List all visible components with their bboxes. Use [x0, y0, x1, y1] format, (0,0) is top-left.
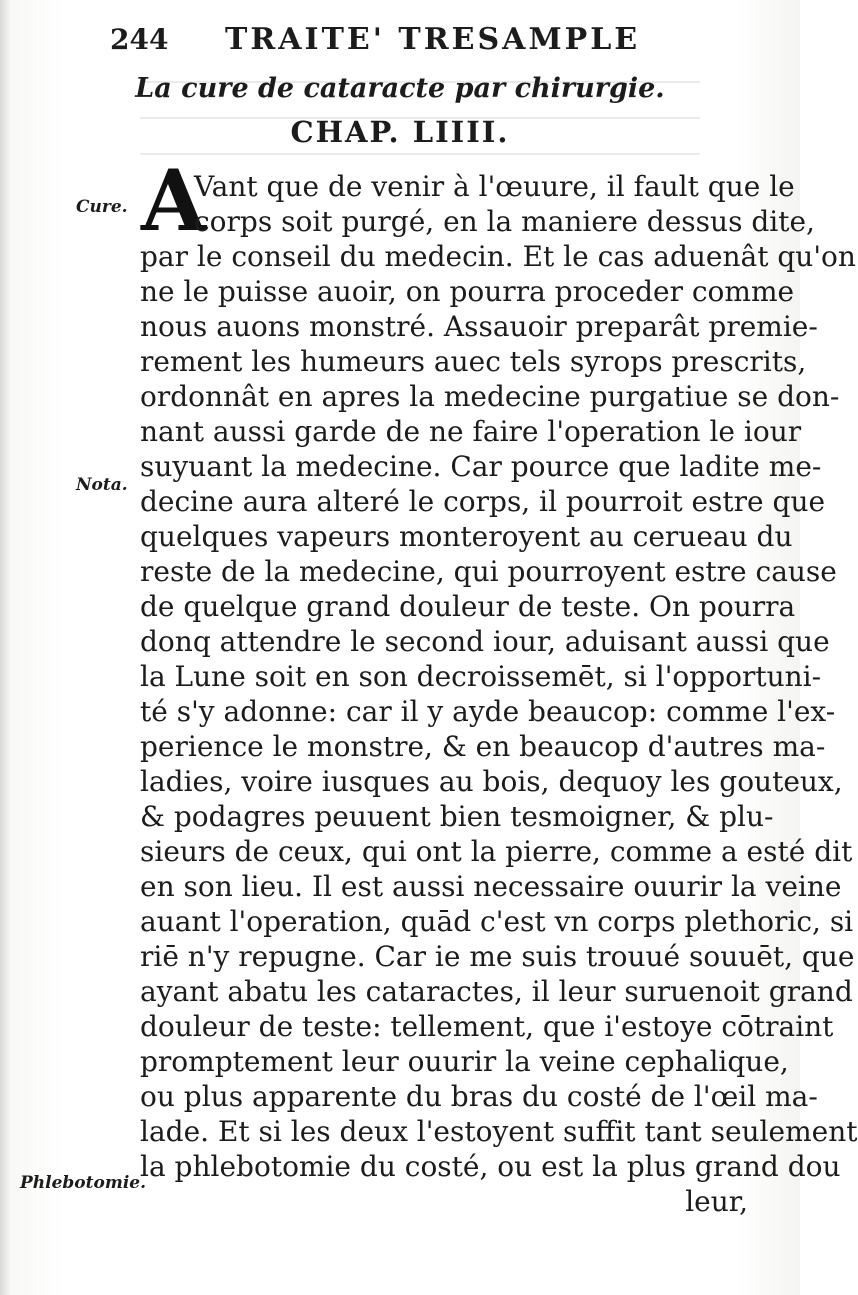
drop-cap: A [141, 151, 207, 250]
text-line-30: leur, [685, 1185, 748, 1218]
margin-note-cure: Cure. [76, 197, 128, 217]
text-line-3: par le conseil du medecin. Et le cas aduenât qu'on [140, 240, 856, 273]
text-line-25: douleur de teste: tellement, que i'estoye cōtraint [140, 1010, 834, 1043]
text-line-12: reste de la medecine, qui pourroyent estre cause [140, 555, 837, 588]
text-line-6: rement les humeurs auec tels syrops prescrits, [140, 345, 807, 378]
running-head [110, 18, 670, 62]
text-line-19: & podagres peuuent bien tesmoigner, & plu- [140, 800, 774, 833]
text-line-23: riē n'y repugne. Car ie me suis trouué souuēt, que [140, 940, 855, 973]
section-subtitle: La cure de cataracte par chirurgie. [135, 73, 665, 104]
text-line-22: auant l'operation, quād c'est vn corps plethoric, si [140, 905, 854, 938]
chapter-heading: CHAP. LIIII. [290, 115, 510, 149]
text-line-28: lade. Et si les deux l'estoyent suffit tant seulement [140, 1115, 858, 1148]
margin-note-phlebotomie: Phlebotomie. [20, 1173, 147, 1193]
text-line-14: donq attendre le second iour, aduisant aussi que [140, 625, 830, 658]
text-line-9: suyuant la medecine. Car pource que ladite me- [140, 450, 822, 483]
text-line-15: la Lune soit en son decroissemēt, si l'opportuni- [140, 660, 822, 693]
text-line-10: decine aura alteré le corps, il pourroit estre que [140, 485, 826, 518]
text-line-18: ladies, voire iusques au bois, dequoy les gouteux, [140, 765, 843, 798]
page-spine-shadow [0, 0, 10, 1295]
margin-note-nota: Nota. [76, 475, 128, 495]
text-line-26: promptement leur ouurir la veine cephalique, [140, 1045, 789, 1078]
running-title: TRAITE' TRESAMPLE [225, 22, 641, 57]
text-line-27: ou plus apparente du bras du costé de l'œil ma- [140, 1080, 818, 1113]
text-line-16: té s'y adonne: car il y ayde beaucop: comme l'ex- [140, 695, 836, 728]
text-line-8: nant aussi garde de ne faire l'operation le iour [140, 415, 802, 448]
text-line-24: ayant abatu les cataractes, il leur suruenoit grand [140, 975, 853, 1008]
text-line-7: ordonnât en apres la medecine purgatiue se don- [140, 380, 840, 413]
text-line-4: ne le puisse auoir, on pourra proceder comme [140, 275, 795, 308]
text-line-13: de quelque grand douleur de teste. On pourra [140, 590, 796, 623]
page-number: 244 [110, 23, 169, 56]
text-line-1: Vant que de venir à l'œuure, il fault que le [194, 170, 795, 203]
text-line-17: perience le monstre, & en beaucop d'autres ma- [140, 730, 826, 763]
text-line-21: en son lieu. Il est aussi necessaire ouurir la veine [140, 870, 842, 903]
text-line-20: sieurs de ceux, qui ont la pierre, comme a esté dit [140, 835, 853, 868]
text-line-2: corps soit purgé, en la maniere dessus dite, [194, 205, 815, 238]
text-line-11: quelques vapeurs monteroyent au cerueau du [140, 520, 793, 553]
text-line-5: nous auons monstré. Assauoir preparât premie- [140, 310, 818, 343]
text-line-29: la phlebotomie du costé, ou est la plus grand dou [140, 1150, 841, 1183]
